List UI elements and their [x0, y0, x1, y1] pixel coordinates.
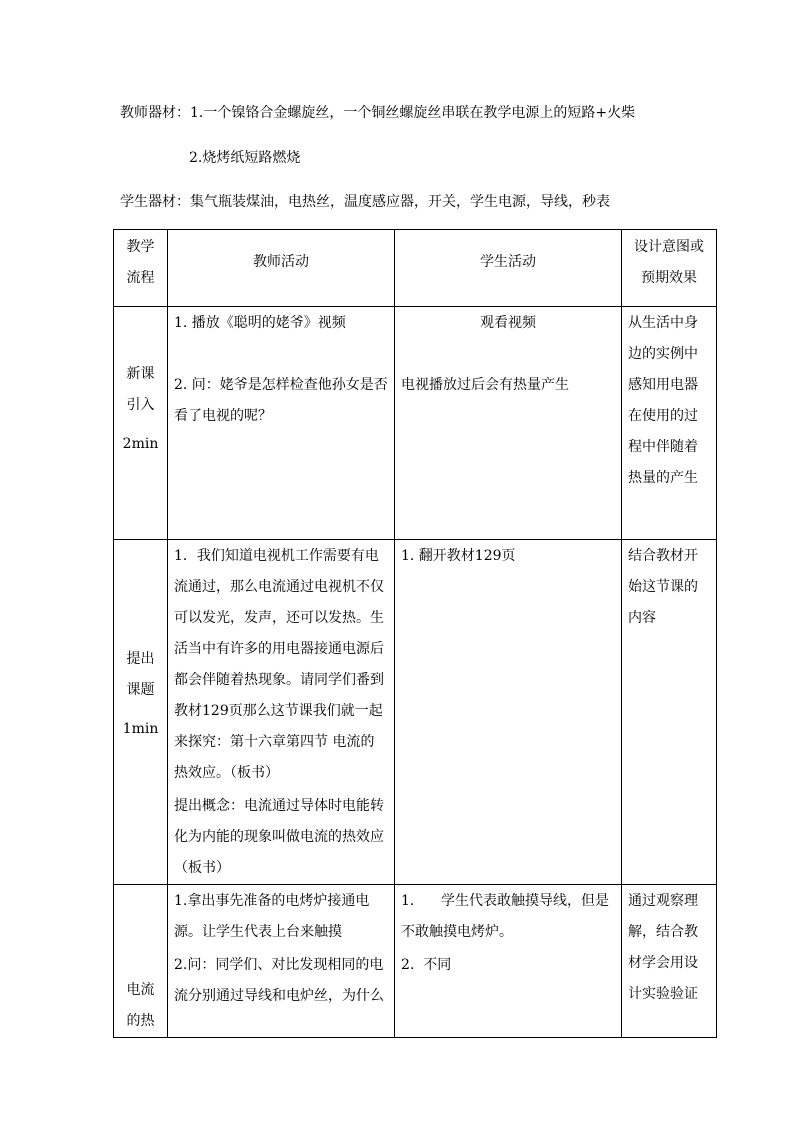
stage-line: 新课	[126, 366, 155, 382]
stage-line: 电流	[126, 982, 155, 998]
design-intent-text: 从生活中身边的实例中感知用电器在使用的过程中伴随着热量的产生	[628, 315, 698, 486]
design-intent-cell	[622, 885, 717, 1038]
design-intent-cell	[622, 540, 717, 885]
header-teacher-cell	[168, 230, 395, 307]
table-row	[114, 307, 717, 540]
teacher-activity-item: 提出概念：电流通过导体时电能转化为内能的现象叫做电流的热效应（板书）	[174, 798, 384, 876]
teacher-activity-cell	[168, 540, 395, 885]
teacher-equipment-line2: 2.烧烤纸短路燃烧	[189, 150, 301, 166]
lesson-plan-table	[113, 229, 717, 1038]
header-design-cell	[622, 230, 717, 307]
student-activity-cell	[395, 540, 622, 885]
design-intent-cell	[622, 307, 717, 540]
student-activity-item: 1. 翻开教材129页	[401, 548, 516, 564]
teacher-activity-item: 1. 播放《聪明的姥爷》视频	[174, 315, 346, 331]
header-design-line2: 预期效果	[641, 270, 697, 286]
header-student-label: 学生活动	[480, 254, 536, 270]
teacher-activity-item: 1．我们知道电视机工作需要有电流通过，那么电流通过电视机不仅可以发光，发声，还可以发热。生活当中有许多的用电器接通电源后都会伴随着热现象。请同学们番到教材129页那么这节课我们就一起来探究：第十六章第四节 电流的热效应。（板书）	[174, 548, 384, 781]
student-activity-item: 1. 学生代表敢触摸导线，但是不敢触摸电烤炉。	[401, 893, 610, 940]
stage-cell	[114, 307, 168, 540]
header-process-line1: 教学	[126, 239, 155, 255]
stage-line: 课题	[126, 682, 155, 698]
teacher-activity-cell	[168, 885, 395, 1038]
header-process-cell	[114, 230, 168, 307]
table-row	[114, 540, 717, 885]
header-teacher-label: 教师活动	[253, 254, 309, 270]
header-design-line1: 设计意图或	[634, 239, 704, 255]
student-equipment-line: 学生器材：集气瓶装煤油，电热丝，温度感应器，开关，学生电源，导线，秒表	[120, 194, 610, 210]
teacher-equipment-line1: 教师器材：1.一个镍铬合金螺旋丝，一个铜丝螺旋丝串联在教学电源上的短路+火柴	[120, 105, 636, 121]
design-intent-text: 通过观察理解，结合教材学会用设计实验验证	[628, 893, 698, 1002]
table-header-row	[114, 230, 717, 307]
stage-cell	[114, 540, 168, 885]
teacher-activity-item: 2. 问：姥爷是怎样检查他孙女是否看了电视的呢？	[174, 377, 388, 424]
student-activity-cell	[395, 885, 622, 1038]
student-activity-item: 电视播放过后会有热量产生	[401, 377, 569, 393]
stage-cell	[114, 885, 168, 1038]
student-activity-cell	[395, 307, 622, 540]
stage-line: 提出	[126, 651, 155, 667]
table-row	[114, 885, 717, 1038]
teacher-activity-item: 1.拿出事先准备的电烤炉接通电源。让学生代表上台来触摸	[174, 893, 370, 940]
header-student-cell	[395, 230, 622, 307]
stage-line: 的热	[126, 1013, 155, 1029]
design-intent-text: 结合教材开始这节课的内容	[628, 548, 698, 626]
header-process-line2: 流程	[126, 270, 155, 286]
stage-time: 1min	[122, 721, 159, 737]
stage-time: 2min	[122, 436, 159, 452]
student-activity-item: 观看视频	[480, 315, 536, 331]
teacher-activity-cell	[168, 307, 395, 540]
teacher-activity-item: 2.问：同学们、对比发现相同的电流分别通过导线和电炉丝，为什么	[174, 957, 384, 1004]
stage-line: 引入	[126, 397, 155, 413]
student-activity-item: 2. 不同	[401, 957, 452, 973]
